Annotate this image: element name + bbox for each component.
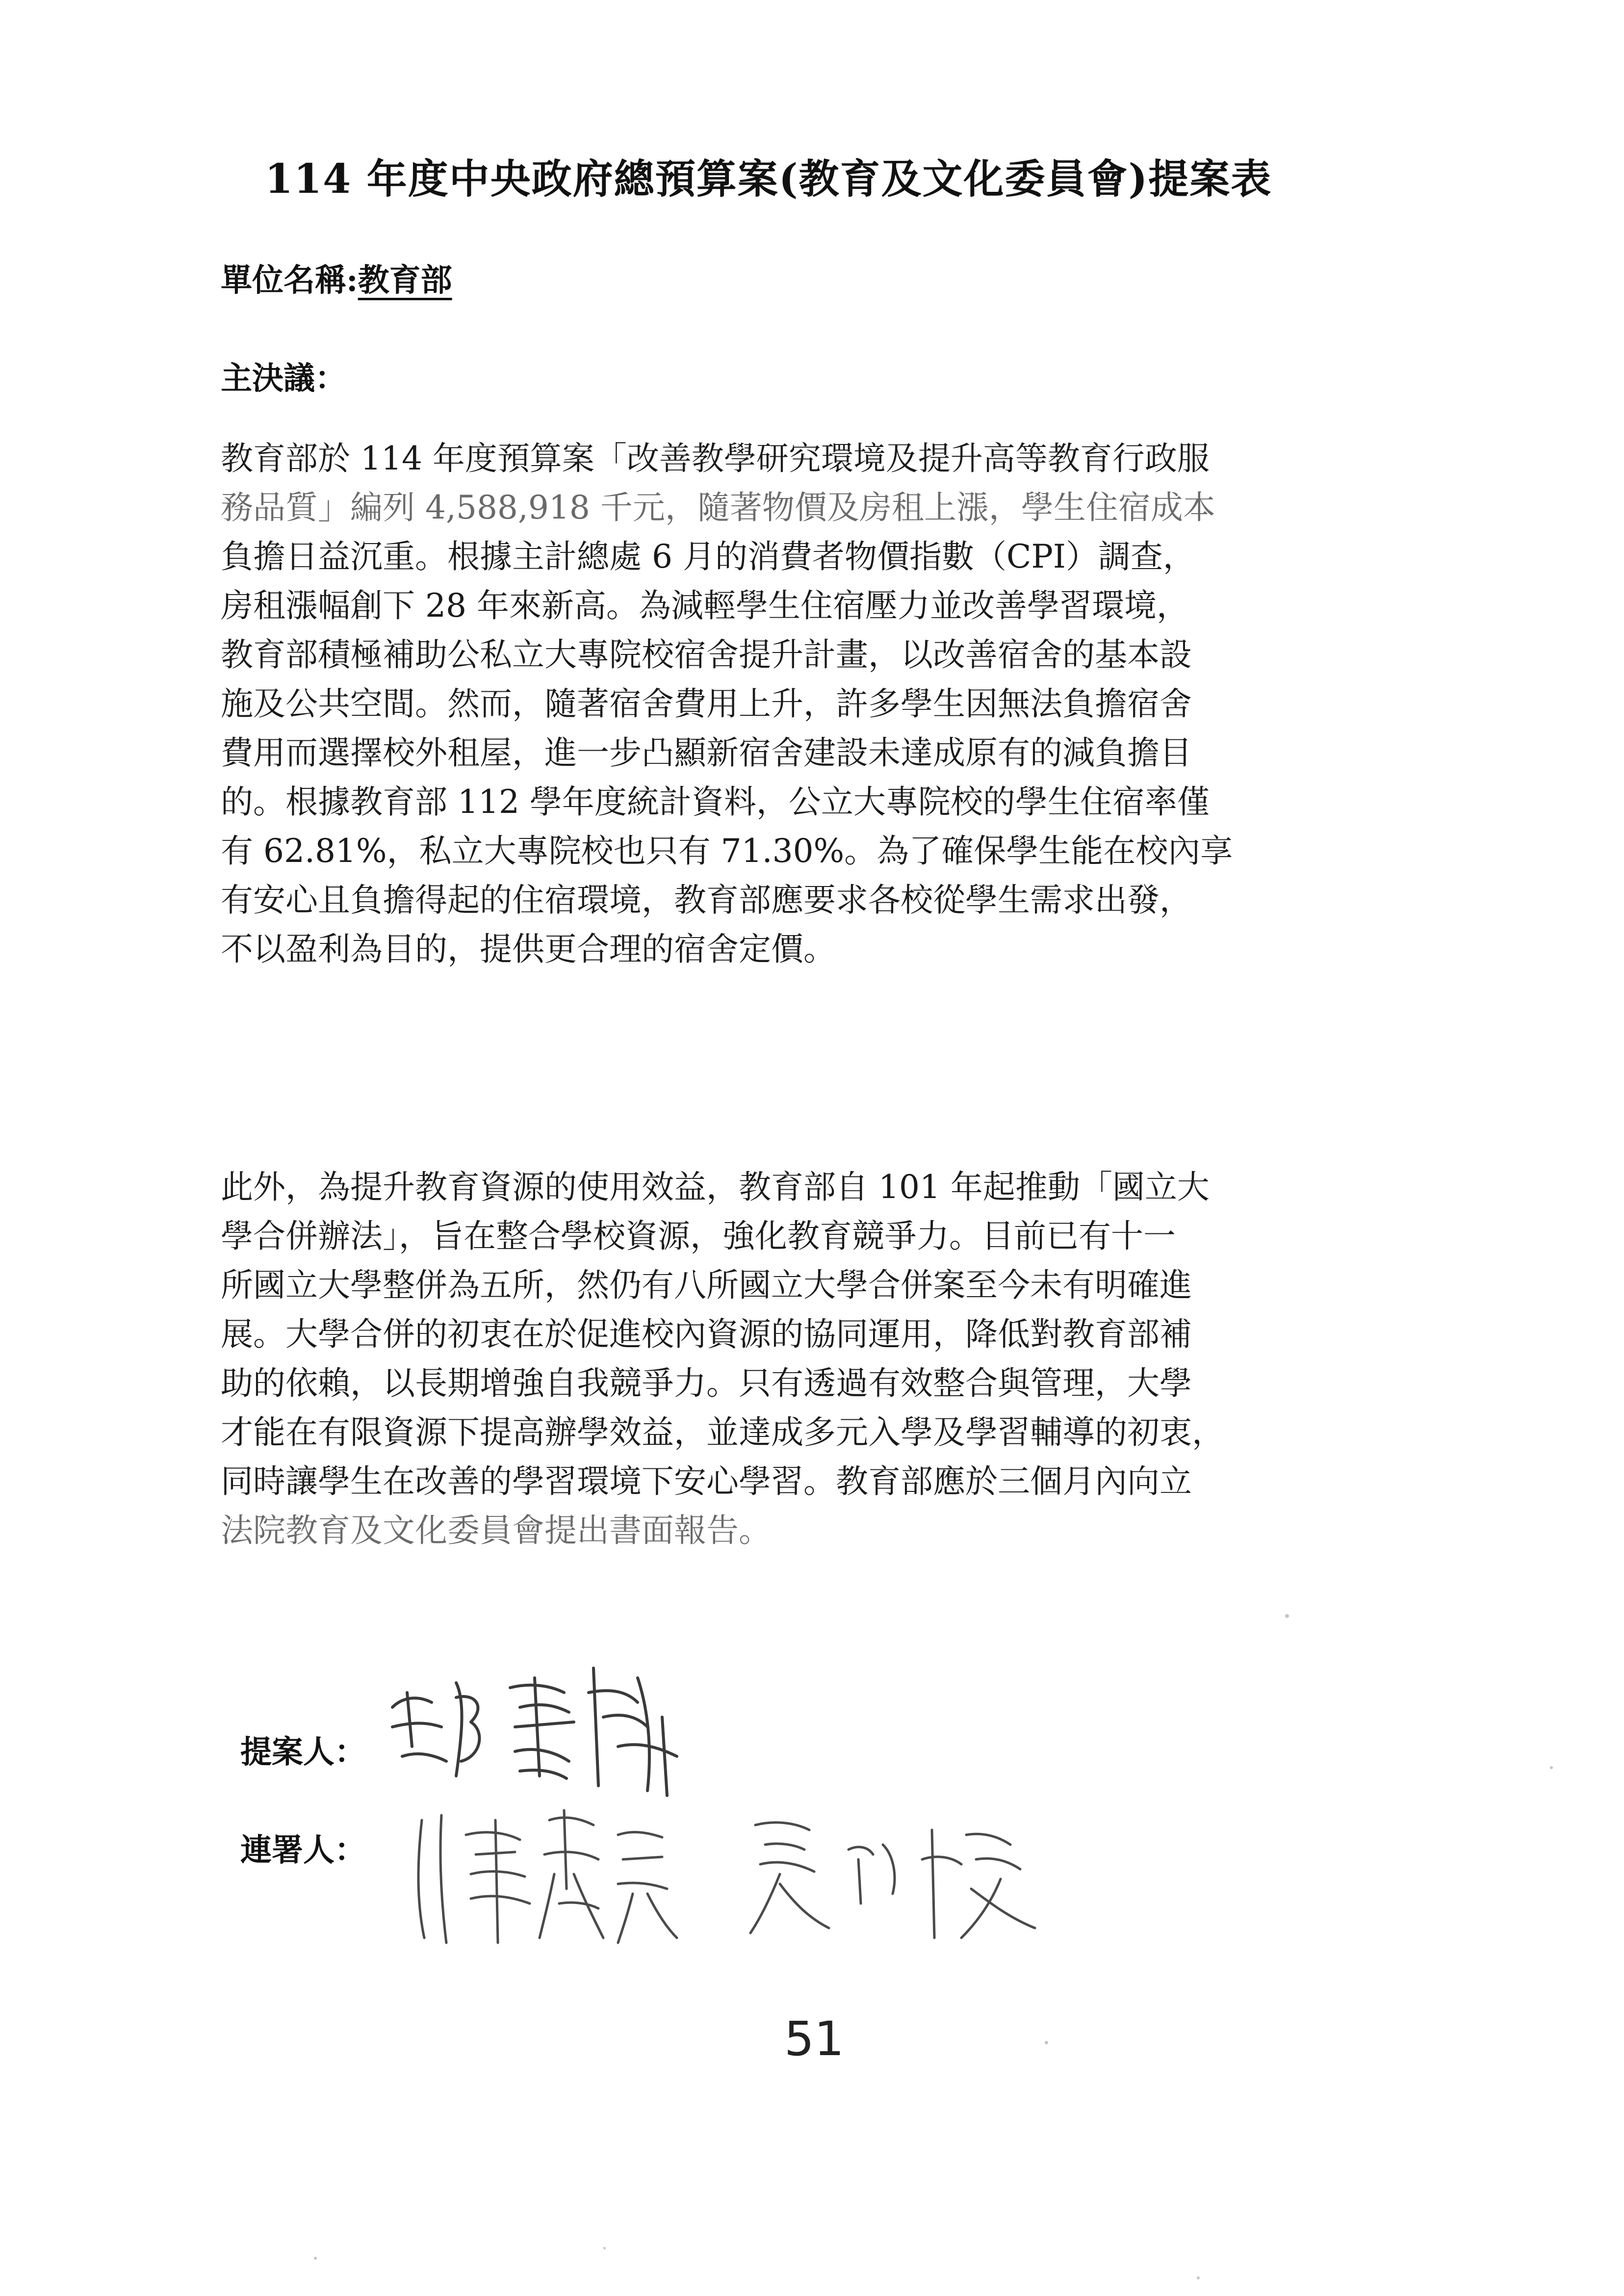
main-resolution-label: 主決議： — [221, 360, 346, 397]
scan-speck — [314, 2257, 317, 2260]
paragraph-line: 費用而選擇校外租屋，進一步凸顯新宿舍建設未達成原有的減負擔目 — [221, 734, 1192, 772]
scan-speck — [1550, 1766, 1553, 1769]
paragraph-line: 學合併辦法」，旨在整合學校資源，強化教育競爭力。目前已有十一 — [221, 1217, 1176, 1255]
resolution-paragraph-1 — [221, 434, 1408, 974]
page-number: 51 — [784, 2011, 845, 2066]
paragraph-line: 有 62.81%，私立大專院校也只有 71.30%。為了確保學生能在校內享 — [221, 832, 1233, 870]
resolution-paragraph-2 — [221, 1163, 1408, 1555]
scan-speck — [1045, 2041, 1048, 2044]
paragraph-line: 施及公共空間。然而，隨著宿舍費用上升，許多學生因無法負擔宿舍 — [221, 685, 1192, 723]
cosigner-signatures — [387, 1791, 1074, 1953]
unit-name-row — [221, 255, 452, 300]
cosigner-label: 連署人： — [240, 1832, 366, 1869]
paragraph-line: 法院教育及文化委員會提出書面報告。 — [221, 1512, 771, 1549]
paragraph-line: 所國立大學整併為五所，然仍有八所國立大學合併案至今未有明確進 — [221, 1266, 1192, 1304]
paragraph-line: 教育部積極補助公私立大專院校宿舍提升計畫，以改善宿舍的基本設 — [221, 636, 1192, 674]
unit-name-label: 單位名稱: — [221, 262, 358, 299]
proposer-label: 提案人： — [240, 1734, 366, 1771]
document-title: 114 年度中央政府總預算案(教育及文化委員會)提案表 — [265, 156, 1272, 203]
paragraph-line: 房租漲幅創下 28 年來新高。為減輕學生住宿壓力並改善學習環境， — [221, 587, 1189, 625]
paragraph-line: 不以盈利為目的，提供更合理的宿舍定價。 — [221, 930, 836, 968]
paragraph-line: 助的依賴，以長期增強自我競爭力。只有透過有效整合與管理，大學 — [221, 1364, 1192, 1402]
paragraph-line: 教育部於 114 年度預算案「改善教學研究環境及提升高等教育行政服 — [221, 440, 1210, 477]
scan-speck — [1197, 2276, 1200, 2279]
paragraph-line: 的。根據教育部 112 學年度統計資料，公立大專院校的學生住宿率僅 — [221, 783, 1210, 821]
paragraph-line: 有安心且負擔得起的住宿環境，教育部應要求各校從學生需求出發， — [221, 881, 1192, 919]
paragraph-line: 才能在有限資源下提高辦學效益，並達成多元入學及學習輔導的初衷， — [221, 1413, 1224, 1451]
scan-speck — [1285, 1614, 1289, 1618]
paragraph-line: 展。大學合併的初衷在於促進校內資源的協同運用，降低對教育部補 — [221, 1315, 1192, 1353]
unit-name-value: 教育部 — [358, 262, 452, 299]
paragraph-line: 負擔日益沉重。根據主計總處 6 月的消費者物價指數（CPI）調查， — [221, 538, 1195, 575]
paragraph-line: 務品質」編列 4,588,918 千元，隨著物價及房租上漲，學生住宿成本 — [221, 489, 1215, 526]
paragraph-line: 此外，為提升教育資源的使用效益，教育部自 101 年起推動「國立大 — [221, 1168, 1210, 1206]
paragraph-line: 同時讓學生在改善的學習環境下安心學習。教育部應於三個月內向立 — [221, 1462, 1192, 1500]
proposer-signature — [373, 1648, 706, 1805]
scan-speck — [603, 2247, 606, 2249]
